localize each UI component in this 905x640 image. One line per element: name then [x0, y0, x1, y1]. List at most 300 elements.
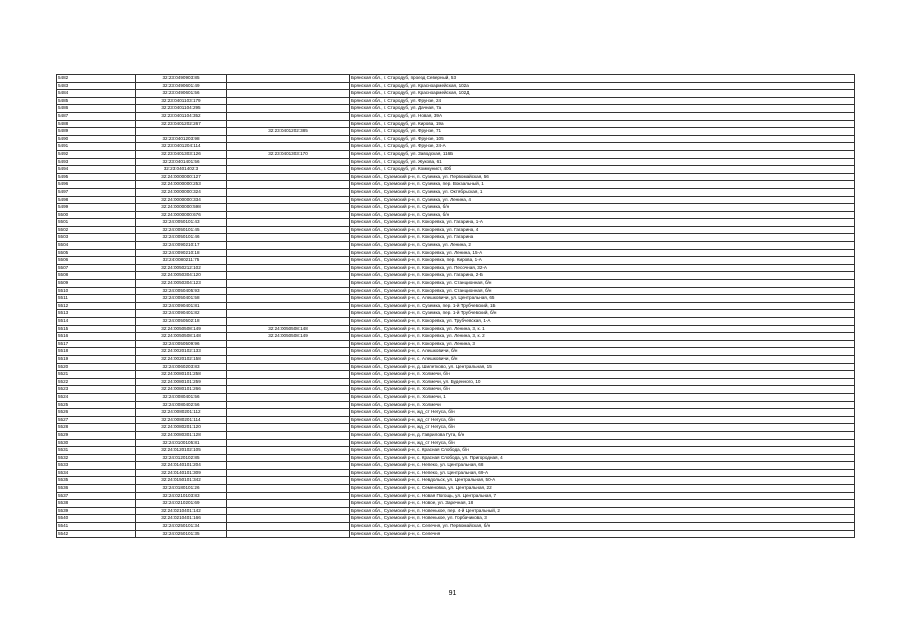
row-number-cell: 5486: [57, 105, 136, 113]
row-number-cell: 5483: [57, 82, 136, 90]
cadastral-number-cell: 32:24:0120102:85: [136, 454, 227, 462]
related-cadastral-number-cell: [227, 477, 350, 485]
table-row: [57, 112, 855, 120]
address-cell: Брянская обл., Суземский р-н, с. Красная Слобода, ул. Пригородная, 4: [350, 454, 855, 462]
cadastral-number-cell: 32:24:0050401:58: [136, 295, 227, 303]
row-number-cell: 5511: [57, 295, 136, 303]
related-cadastral-number-cell: [227, 310, 350, 318]
related-cadastral-number-cell: [227, 340, 350, 348]
address-cell: Брянская обл., Суземский р-н, п. Кокоревка, ул. Станционная, б/н: [350, 280, 855, 288]
row-number-cell: 5484: [57, 90, 136, 98]
address-cell: Брянская обл., г. Стародуб, ул. Фрунзе, 24-А: [350, 143, 855, 151]
address-cell: Брянская обл., Суземский р-н, п. Кокоревка, ул. Гагарина, 1-А: [350, 219, 855, 227]
row-number-cell: 5508: [57, 272, 136, 280]
related-cadastral-number-cell: [227, 507, 350, 515]
row-number-cell: 5522: [57, 378, 136, 386]
table-row: [57, 431, 855, 439]
address-cell: Брянская обл., Суземский р-н, п. Кокоревка, ул. Песочная, 32-А: [350, 264, 855, 272]
cadastral-number-cell: 32:24:0090210:17: [136, 242, 227, 250]
related-cadastral-number-cell: [227, 355, 350, 363]
table-row: [57, 120, 855, 128]
row-number-cell: 5491: [57, 143, 136, 151]
row-number-cell: 5487: [57, 112, 136, 120]
related-cadastral-number-cell: [227, 264, 350, 272]
table-row: [57, 371, 855, 379]
table-row: [57, 257, 855, 265]
related-cadastral-number-cell: [227, 188, 350, 196]
related-cadastral-number-cell: [227, 371, 350, 379]
address-cell: Брянская обл., Суземский р-н, п. Новенькое, ул. Горбачикова, 3: [350, 515, 855, 523]
table-row: [57, 477, 855, 485]
related-cadastral-number-cell: [227, 112, 350, 120]
related-cadastral-number-cell: [227, 295, 350, 303]
address-cell: Брянская обл., Суземский р-н, п. Кокоревка, ул. Гагарина, 2-Б: [350, 272, 855, 280]
cadastral-number-cell: 32:24:0000000:127: [136, 173, 227, 181]
cadastral-number-cell: 32:23:0490601:49: [136, 82, 227, 90]
cadastral-number-cell: 32:24:0120102:105: [136, 447, 227, 455]
related-cadastral-number-cell: [227, 409, 350, 417]
cadastral-number-cell: 32:24:0150101:342: [136, 477, 227, 485]
cadastral-number-cell: 32:24:0080401:56: [136, 393, 227, 401]
table-row: [57, 462, 855, 470]
table-row: [57, 158, 855, 166]
address-cell: Брянская обл., Суземский р-н, с. Непеко, ул. Центральная, 69-А: [350, 469, 855, 477]
row-number-cell: 5501: [57, 219, 136, 227]
cadastral-number-cell: 32:24:0080402:56: [136, 401, 227, 409]
cadastral-number-cell: 32:24:0080301:128: [136, 431, 227, 439]
row-number-cell: 5503: [57, 234, 136, 242]
table-row: [57, 500, 855, 508]
related-cadastral-number-cell: [227, 120, 350, 128]
table-row: [57, 75, 855, 83]
address-cell: Брянская обл., Суземский р-н, п. Кокоревка, ул. Станционная, б/н: [350, 287, 855, 295]
table-row: [57, 469, 855, 477]
table-row: [57, 416, 855, 424]
cadastral-number-cell: 32:24:0210401:142: [136, 507, 227, 515]
address-cell: Брянская обл., Суземский р-н, п. Холмечи, ул. Буденного, 10: [350, 378, 855, 386]
cadastral-number-cell: 32:23:0401303:126: [136, 150, 227, 158]
address-cell: Брянская обл., г. Стародуб, ул. Заводская, 116Б: [350, 150, 855, 158]
row-number-cell: 5494: [57, 166, 136, 174]
address-cell: Брянская обл., Суземский р-н, с. Селечня: [350, 530, 855, 538]
table-row: [57, 196, 855, 204]
row-number-cell: 5497: [57, 188, 136, 196]
table-row: [57, 310, 855, 318]
row-number-cell: 5530: [57, 439, 136, 447]
table-row: [57, 219, 855, 227]
cadastral-number-cell: 32:23:0401204:114: [136, 143, 227, 151]
cadastral-number-cell: 32:24:0140101:309: [136, 469, 227, 477]
cadastral-number-cell: 32:24:0250101:35: [136, 530, 227, 538]
cadastral-number-cell: 32:24:0080201:114: [136, 416, 227, 424]
table-row: [57, 424, 855, 432]
address-cell: Брянская обл., Суземский р-н, жд_ст Негуса, б/н: [350, 424, 855, 432]
address-cell: Брянская обл., Суземский р-н, жд_ст Негуса, б/н: [350, 439, 855, 447]
table-row: [57, 295, 855, 303]
table-row: [57, 173, 855, 181]
related-cadastral-number-cell: [227, 378, 350, 386]
cadastral-number-cell: 32:23:0401401:56: [136, 158, 227, 166]
cadastral-number-cell: 32:24:0080101:258: [136, 371, 227, 379]
address-cell: Брянская обл., Суземский р-н, жд_ст Негуса, б/н: [350, 409, 855, 417]
row-number-cell: 5534: [57, 469, 136, 477]
row-number-cell: 5509: [57, 280, 136, 288]
cadastral-number-cell: 32:24:0080201:112: [136, 409, 227, 417]
row-number-cell: 5505: [57, 249, 136, 257]
related-cadastral-number-cell: [227, 257, 350, 265]
table-row: [57, 378, 855, 386]
cadastral-number-cell: 32:24:0050405:93: [136, 287, 227, 295]
row-number-cell: 5510: [57, 287, 136, 295]
cadastral-number-cell: 32:24:0210103:83: [136, 492, 227, 500]
related-cadastral-number-cell: [227, 500, 350, 508]
related-cadastral-number-cell: [227, 272, 350, 280]
address-cell: Брянская обл., Суземский р-н, с. Алешковичи, б/н: [350, 355, 855, 363]
row-number-cell: 5518: [57, 348, 136, 356]
table-row: [57, 264, 855, 272]
table-row: [57, 401, 855, 409]
table-row: [57, 363, 855, 371]
related-cadastral-number-cell: [227, 348, 350, 356]
address-cell: Брянская обл., Суземский р-н, с. Алешковичи, б/н: [350, 348, 855, 356]
related-cadastral-number-cell: [227, 302, 350, 310]
row-number-cell: 5520: [57, 363, 136, 371]
table-row: [57, 226, 855, 234]
table-row: [57, 150, 855, 158]
cadastral-number-cell: 32:24:0020102:133: [136, 348, 227, 356]
row-number-cell: 5513: [57, 310, 136, 318]
related-cadastral-number-cell: [227, 242, 350, 250]
address-cell: Брянская обл., г. Стародуб, ул. Коммунист, 40б: [350, 166, 855, 174]
cadastral-number-cell: 32:24:0020102:158: [136, 355, 227, 363]
cadastral-number-cell: 32:23:0490601:56: [136, 90, 227, 98]
cadastral-number-cell: 32:23:0401202:267: [136, 120, 227, 128]
address-cell: Брянская обл., г. Стародуб, ул. Красноармейская, 102а: [350, 82, 855, 90]
related-cadastral-number-cell: 32:23:0401303:170: [227, 150, 350, 158]
table-row: [57, 143, 855, 151]
table-row: [57, 325, 855, 333]
cadastral-number-cell: 32:24:0080201:120: [136, 424, 227, 432]
address-cell: Брянская обл., Суземский р-н, п. Кокоревка, ул. Гагарина: [350, 234, 855, 242]
table-row: [57, 340, 855, 348]
address-cell: Брянская обл., Суземский р-н, с. Семеновка, ул. Центральная, 22: [350, 485, 855, 493]
related-cadastral-number-cell: [227, 454, 350, 462]
table-row: [57, 439, 855, 447]
address-cell: Брянская обл., Суземский р-н, п. Холмечи: [350, 401, 855, 409]
related-cadastral-number-cell: [227, 82, 350, 90]
related-cadastral-number-cell: [227, 401, 350, 409]
cadastral-number-cell: 32:24:0080101:259: [136, 378, 227, 386]
cadastral-number-cell: 32:24:0080211:75: [136, 257, 227, 265]
related-cadastral-number-cell: [227, 158, 350, 166]
table-row: [57, 355, 855, 363]
row-number-cell: 5523: [57, 386, 136, 394]
related-cadastral-number-cell: [227, 196, 350, 204]
address-cell: Брянская обл., Суземский р-н, п. Кокоревка, ул. Гагарина, 4: [350, 226, 855, 234]
related-cadastral-number-cell: [227, 181, 350, 189]
row-number-cell: 5527: [57, 416, 136, 424]
address-cell: Брянская обл., г. Стародуб, ул. Дачная, 7а: [350, 105, 855, 113]
table-row: [57, 485, 855, 493]
related-cadastral-number-cell: [227, 135, 350, 143]
table-row: [57, 507, 855, 515]
address-cell: Брянская обл., Суземский р-н, п. Холмечи, 1: [350, 393, 855, 401]
address-cell: Брянская обл., Суземский р-н, п. Суземка, пер. 1-й Трубчевский, 1Б: [350, 302, 855, 310]
related-cadastral-number-cell: [227, 393, 350, 401]
related-cadastral-number-cell: [227, 75, 350, 83]
cadastral-number-cell: 32:24:0250101:34: [136, 523, 227, 531]
cadastral-number-cell: 32:23:0490903:85: [136, 75, 227, 83]
row-number-cell: 5512: [57, 302, 136, 310]
address-cell: Брянская обл., г. Стародуб, проезд Северный, 53: [350, 75, 855, 83]
table-row: [57, 249, 855, 257]
related-cadastral-number-cell: [227, 318, 350, 326]
table-row: [57, 166, 855, 174]
table-row: [57, 128, 855, 136]
registry-table-body: [57, 75, 855, 538]
table-row: [57, 318, 855, 326]
row-number-cell: 5515: [57, 325, 136, 333]
related-cadastral-number-cell: [227, 234, 350, 242]
cadastral-number-cell: 32:24:0090210:18: [136, 249, 227, 257]
cadastral-number-cell: 32:24:0050304:123: [136, 280, 227, 288]
cadastral-number-cell: 32:24:0050502:18: [136, 318, 227, 326]
table-row: [57, 272, 855, 280]
row-number-cell: 5507: [57, 264, 136, 272]
cadastral-number-cell: 32:24:0000000:253: [136, 181, 227, 189]
address-cell: Брянская обл., Суземский р-н, с. Невдольск, ул. Центральная, 50-А: [350, 477, 855, 485]
row-number-cell: 5499: [57, 204, 136, 212]
cadastral-number-cell: 32:24:0140101:204: [136, 462, 227, 470]
address-cell: Брянская обл., Суземский р-н, п. Холмечи, б/н: [350, 371, 855, 379]
table-row: [57, 188, 855, 196]
row-number-cell: 5532: [57, 454, 136, 462]
address-cell: Брянская обл., Суземский р-н, п. Холмечи, б/н: [350, 386, 855, 394]
table-row: [57, 280, 855, 288]
table-row: [57, 90, 855, 98]
cadastral-number-cell: 32:23:0401104:352: [136, 112, 227, 120]
table-row: [57, 135, 855, 143]
address-cell: Брянская обл., Суземский р-н, п. Суземка, ул. Ленина, 2: [350, 242, 855, 250]
cadastral-number-cell: [136, 128, 227, 136]
address-cell: Брянская обл., г. Стародуб, ул. Фрунзе, 24: [350, 97, 855, 105]
table-row: [57, 204, 855, 212]
row-number-cell: 5529: [57, 431, 136, 439]
related-cadastral-number-cell: [227, 249, 350, 257]
address-cell: Брянская обл., Суземский р-н, жд_ст Негуса, б/н: [350, 416, 855, 424]
address-cell: Брянская обл., г. Стародуб, ул. Фрунзе, 71: [350, 128, 855, 136]
cadastral-number-cell: 32:24:0210401:166: [136, 515, 227, 523]
address-cell: Брянская обл., Суземский р-н, д. Шилетково, ул. Центральная, 15: [350, 363, 855, 371]
related-cadastral-number-cell: 32:24:0050508:148: [227, 325, 350, 333]
cadastral-number-cell: 32:24:0050508:149: [136, 325, 227, 333]
table-row: [57, 211, 855, 219]
related-cadastral-number-cell: 32:23:0401202:385: [227, 128, 350, 136]
cadastral-number-cell: 32:24:0050509:96: [136, 340, 227, 348]
table-row: [57, 234, 855, 242]
related-cadastral-number-cell: [227, 204, 350, 212]
row-number-cell: 5502: [57, 226, 136, 234]
row-number-cell: 5519: [57, 355, 136, 363]
row-number-cell: 5485: [57, 97, 136, 105]
row-number-cell: 5538: [57, 500, 136, 508]
address-cell: Брянская обл., Суземский р-н, с. Селечня, ул. Первомайская, б/н: [350, 523, 855, 531]
row-number-cell: 5514: [57, 318, 136, 326]
row-number-cell: 5490: [57, 135, 136, 143]
related-cadastral-number-cell: [227, 492, 350, 500]
row-number-cell: 5521: [57, 371, 136, 379]
related-cadastral-number-cell: [227, 287, 350, 295]
cadastral-number-cell: 32:24:0060203:83: [136, 363, 227, 371]
page-number: 91: [448, 590, 457, 597]
row-number-cell: 5540: [57, 515, 136, 523]
table-row: [57, 515, 855, 523]
cadastral-number-cell: 32:24:0180101:26: [136, 485, 227, 493]
table-row: [57, 409, 855, 417]
row-number-cell: 5488: [57, 120, 136, 128]
address-cell: Брянская обл., Суземский р-н, п. Кокоревка, ул. Ленина, 15-А: [350, 249, 855, 257]
related-cadastral-number-cell: [227, 143, 350, 151]
cadastral-number-cell: 32:24:0000000:598: [136, 204, 227, 212]
table-row: [57, 447, 855, 455]
related-cadastral-number-cell: [227, 416, 350, 424]
row-number-cell: 5495: [57, 173, 136, 181]
address-cell: Брянская обл., Суземский р-н, с. Новая Погощь, ул. Центральная, 7: [350, 492, 855, 500]
row-number-cell: 5539: [57, 507, 136, 515]
table-row: [57, 523, 855, 531]
row-number-cell: 5500: [57, 211, 136, 219]
cadastral-number-cell: 32:23:0401402:3: [136, 166, 227, 174]
address-cell: Брянская обл., Суземский р-н, п. Суземка, ул. Ленина, 4: [350, 196, 855, 204]
related-cadastral-number-cell: [227, 424, 350, 432]
related-cadastral-number-cell: [227, 219, 350, 227]
address-cell: Брянская обл., г. Стародуб, ул. Красноармейская, 102Д: [350, 90, 855, 98]
address-cell: Брянская обл., г. Стародуб, ул. Новая, 39А: [350, 112, 855, 120]
address-cell: Брянская обл., Суземский р-н, п. Кокоревка, ул. Ленина, 3, к. 2: [350, 333, 855, 341]
table-row: [57, 530, 855, 538]
address-cell: Брянская обл., Суземский р-н, п. Суземка, б/н: [350, 204, 855, 212]
row-number-cell: 5525: [57, 401, 136, 409]
cadastral-number-cell: 32:23:0401103:179: [136, 97, 227, 105]
row-number-cell: 5526: [57, 409, 136, 417]
address-cell: Брянская обл., Суземский р-н, с. Непеко, ул. Центральная, 68: [350, 462, 855, 470]
row-number-cell: 5482: [57, 75, 136, 83]
related-cadastral-number-cell: [227, 166, 350, 174]
row-number-cell: 5489: [57, 128, 136, 136]
related-cadastral-number-cell: [227, 386, 350, 394]
related-cadastral-number-cell: [227, 105, 350, 113]
table-row: [57, 386, 855, 394]
row-number-cell: 5542: [57, 530, 136, 538]
address-cell: Брянская обл., Суземский р-н, п. Кокоревка, ул. Ленина, 3, к. 1: [350, 325, 855, 333]
row-number-cell: 5531: [57, 447, 136, 455]
table-row: [57, 454, 855, 462]
related-cadastral-number-cell: [227, 363, 350, 371]
address-cell: Брянская обл., Суземский р-н, д. Гавриловa Гута, б/н: [350, 431, 855, 439]
row-number-cell: 5517: [57, 340, 136, 348]
row-number-cell: 5537: [57, 492, 136, 500]
row-number-cell: 5493: [57, 158, 136, 166]
cadastral-number-cell: 32:24:0050101:43: [136, 219, 227, 227]
table-row: [57, 287, 855, 295]
row-number-cell: 5492: [57, 150, 136, 158]
row-number-cell: 5528: [57, 424, 136, 432]
row-number-cell: 5498: [57, 196, 136, 204]
related-cadastral-number-cell: [227, 97, 350, 105]
cadastral-number-cell: 32:24:0050101:46: [136, 234, 227, 242]
row-number-cell: 5533: [57, 462, 136, 470]
related-cadastral-number-cell: [227, 469, 350, 477]
address-cell: Брянская обл., Суземский р-н, п. Новенькое, пер. 4-й Центральный, 2: [350, 507, 855, 515]
row-number-cell: 5536: [57, 485, 136, 493]
address-cell: Брянская обл., Суземский р-н, с. Красная Слобода, б/н: [350, 447, 855, 455]
row-number-cell: 5541: [57, 523, 136, 531]
address-cell: Брянская обл., г. Стародуб, ул. Фрунзе, 105: [350, 135, 855, 143]
row-number-cell: 5506: [57, 257, 136, 265]
table-row: [57, 302, 855, 310]
cadastral-number-cell: 32:23:0401104:295: [136, 105, 227, 113]
row-number-cell: 5504: [57, 242, 136, 250]
related-cadastral-number-cell: [227, 515, 350, 523]
cadastral-number-cell: 32:24:0000000:676: [136, 211, 227, 219]
address-cell: Брянская обл., г. Стародуб, ул. Жукова, 61: [350, 158, 855, 166]
cadastral-number-cell: 32:24:0050304:120: [136, 272, 227, 280]
row-number-cell: 5496: [57, 181, 136, 189]
address-cell: Брянская обл., Суземский р-н, п. Кокоревка, ул. Ленина, 3: [350, 340, 855, 348]
address-cell: Брянская обл., г. Стародуб, ул. Кирова, 19а: [350, 120, 855, 128]
related-cadastral-number-cell: 32:24:0050508:149: [227, 333, 350, 341]
cadastral-number-cell: 32:24:0210201:69: [136, 500, 227, 508]
table-row: [57, 492, 855, 500]
related-cadastral-number-cell: [227, 173, 350, 181]
address-cell: Брянская обл., Суземский р-н, с. Алешковичи, ул. Центральная, 65: [350, 295, 855, 303]
related-cadastral-number-cell: [227, 439, 350, 447]
address-cell: Брянская обл., Суземский р-н, п. Суземка, пер. 1-й Трубчевский, б/н: [350, 310, 855, 318]
cadastral-number-cell: 32:24:0050101:45: [136, 226, 227, 234]
cadastral-number-cell: 32:24:0050508:148: [136, 333, 227, 341]
cadastral-number-cell: 32:24:0050212:102: [136, 264, 227, 272]
table-row: [57, 181, 855, 189]
related-cadastral-number-cell: [227, 485, 350, 493]
address-cell: Брянская обл., Суземский р-н, п. Кокоревка, ул. Трубчевская, 1-А: [350, 318, 855, 326]
registry-table: [56, 74, 855, 538]
address-cell: Брянская обл., Суземский р-н, п. Кокоревка, пер. Кирова, 1-А: [350, 257, 855, 265]
cadastral-number-cell: 32:23:0401203:98: [136, 135, 227, 143]
table-row: [57, 242, 855, 250]
related-cadastral-number-cell: [227, 447, 350, 455]
address-cell: Брянская обл., Суземский р-н, п. Суземка, ул. Первомайская, 56: [350, 173, 855, 181]
table-row: [57, 82, 855, 90]
related-cadastral-number-cell: [227, 211, 350, 219]
related-cadastral-number-cell: [227, 523, 350, 531]
cadastral-number-cell: 32:24:0100105:81: [136, 439, 227, 447]
cadastral-number-cell: 32:24:0080101:266: [136, 386, 227, 394]
cadastral-number-cell: 32:24:0000000:334: [136, 196, 227, 204]
cadastral-number-cell: 32:24:0000000:324: [136, 188, 227, 196]
related-cadastral-number-cell: [227, 90, 350, 98]
row-number-cell: 5516: [57, 333, 136, 341]
table-row: [57, 393, 855, 401]
address-cell: Брянская обл., Суземский р-н, п. Суземка, б/н: [350, 211, 855, 219]
cadastral-number-cell: 32:24:0090401:81: [136, 302, 227, 310]
related-cadastral-number-cell: [227, 280, 350, 288]
table-row: [57, 97, 855, 105]
address-cell: Брянская обл., Суземский р-н, с. Новое, ул. Заречная, 18: [350, 500, 855, 508]
related-cadastral-number-cell: [227, 431, 350, 439]
table-row: [57, 348, 855, 356]
related-cadastral-number-cell: [227, 462, 350, 470]
table-row: [57, 333, 855, 341]
